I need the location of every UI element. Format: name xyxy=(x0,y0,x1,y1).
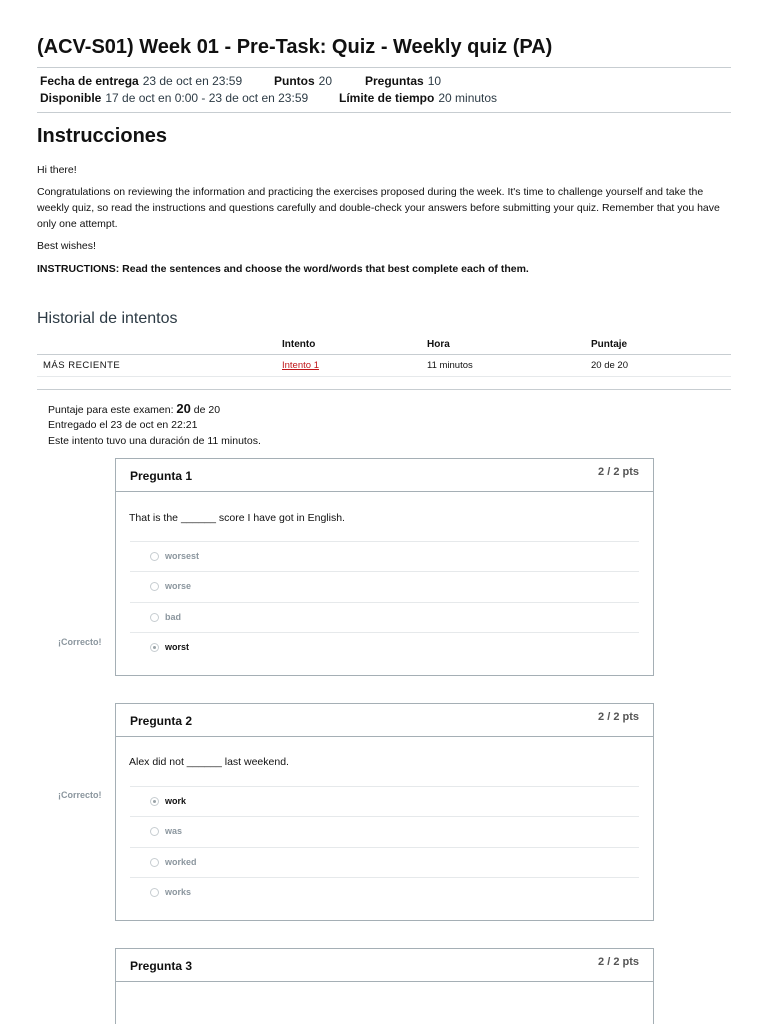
radio-button[interactable] xyxy=(150,582,159,591)
instructions-body: Congratulations on reviewing the information and practicing the exercises proposed during the week. It's time to challenge yourself and take the weekly quiz, so read the instructions and questions carefully and double-check your answers before submitting your quiz. Remember that you have only one attempt. xyxy=(37,186,720,230)
correct-badge: ¡Correcto! xyxy=(58,790,102,800)
history-row-score: 20 de 20 xyxy=(591,360,628,371)
radio-button-selected[interactable] xyxy=(150,797,159,806)
answer-label: works xyxy=(165,887,192,897)
question-points: 2 / 2 pts xyxy=(598,956,639,968)
answer-option[interactable] xyxy=(130,571,639,602)
question-header xyxy=(116,949,653,982)
submitted-date: Entregado el 23 de oct en 22:21 xyxy=(48,419,198,431)
page-title: (ACV-S01) Week 01 - Pre-Task: Quiz - Weekly quiz (PA) xyxy=(37,36,553,58)
radio-button[interactable] xyxy=(150,613,159,622)
answer-option-selected[interactable] xyxy=(130,632,639,663)
history-col-attempt: Intento xyxy=(282,339,316,350)
answer-label: worked xyxy=(165,857,197,867)
answer-label: was xyxy=(165,826,183,836)
quiz-meta-row-2 xyxy=(40,91,497,105)
answer-label: worst xyxy=(165,642,190,652)
question-card xyxy=(115,458,654,676)
history-col-time: Hora xyxy=(427,339,450,350)
history-header-divider xyxy=(37,354,731,355)
answer-label: worsest xyxy=(165,551,200,561)
answer-option[interactable] xyxy=(130,877,639,908)
score-summary xyxy=(48,401,220,416)
radio-button[interactable] xyxy=(150,858,159,867)
available-value: 17 de oct en 0:00 - 23 de oct en 23:59 xyxy=(105,91,309,105)
answer-label: work xyxy=(165,796,187,806)
instructions-closing: Best wishes! xyxy=(37,240,96,252)
question-header xyxy=(116,459,653,492)
time-limit-label: Límite de tiempo xyxy=(339,91,435,105)
answer-option[interactable] xyxy=(130,847,639,878)
question-card xyxy=(115,948,654,1024)
answer-option[interactable] xyxy=(130,602,639,633)
history-row-divider xyxy=(37,376,731,377)
question-title: Pregunta 3 xyxy=(130,959,193,973)
correct-badge: ¡Correcto! xyxy=(58,637,102,647)
radio-button[interactable] xyxy=(150,552,159,561)
instructions-directive: INSTRUCTIONS: Read the sentences and choose the word/words that best complete each of them. xyxy=(37,263,529,275)
answer-label: bad xyxy=(165,612,182,622)
question-card xyxy=(115,703,654,921)
divider xyxy=(37,67,731,68)
answer-option[interactable] xyxy=(130,816,639,847)
history-row-time: 11 minutos xyxy=(427,360,473,371)
answer-label: worse xyxy=(165,581,192,591)
question-points: 2 / 2 pts xyxy=(598,466,639,478)
history-col-score: Puntaje xyxy=(591,339,628,350)
question-text: Alex did not ______ last weekend. xyxy=(129,756,289,768)
question-text: That is the ______ score I have got in English. xyxy=(129,512,345,524)
points-value: 20 xyxy=(318,74,333,88)
radio-button[interactable] xyxy=(150,888,159,897)
instructions-greeting: Hi there! xyxy=(37,164,77,176)
score-suffix: de 20 xyxy=(190,404,221,416)
quiz-meta-row-1 xyxy=(40,74,441,88)
question-header xyxy=(116,704,653,737)
available-label: Disponible xyxy=(40,91,102,105)
question-title: Pregunta 1 xyxy=(130,469,193,483)
due-label: Fecha de entrega xyxy=(40,74,139,88)
score-prefix: Puntaje para este examen: xyxy=(48,404,177,416)
questions-value: 10 xyxy=(427,74,442,88)
answer-option-selected[interactable] xyxy=(130,786,639,817)
instructions-heading: Instrucciones xyxy=(37,125,168,147)
history-row-label: MÁS RECIENTE xyxy=(43,360,121,371)
radio-button-selected[interactable] xyxy=(150,643,159,652)
question-points: 2 / 2 pts xyxy=(598,711,639,723)
divider xyxy=(37,112,731,113)
attempt-link[interactable]: Intento 1 xyxy=(282,360,319,371)
attempt-duration: Este intento tuvo una duración de 11 minutos. xyxy=(48,435,261,447)
score-value: 20 xyxy=(176,401,191,416)
divider xyxy=(37,389,731,390)
due-value: 23 de oct en 23:59 xyxy=(142,74,243,88)
question-title: Pregunta 2 xyxy=(130,714,193,728)
questions-label: Preguntas xyxy=(365,74,424,88)
time-limit-value: 20 minutos xyxy=(438,91,498,105)
answer-option[interactable] xyxy=(130,541,639,572)
radio-button[interactable] xyxy=(150,827,159,836)
history-heading: Historial de intentos xyxy=(37,310,178,327)
points-label: Puntos xyxy=(274,74,315,88)
